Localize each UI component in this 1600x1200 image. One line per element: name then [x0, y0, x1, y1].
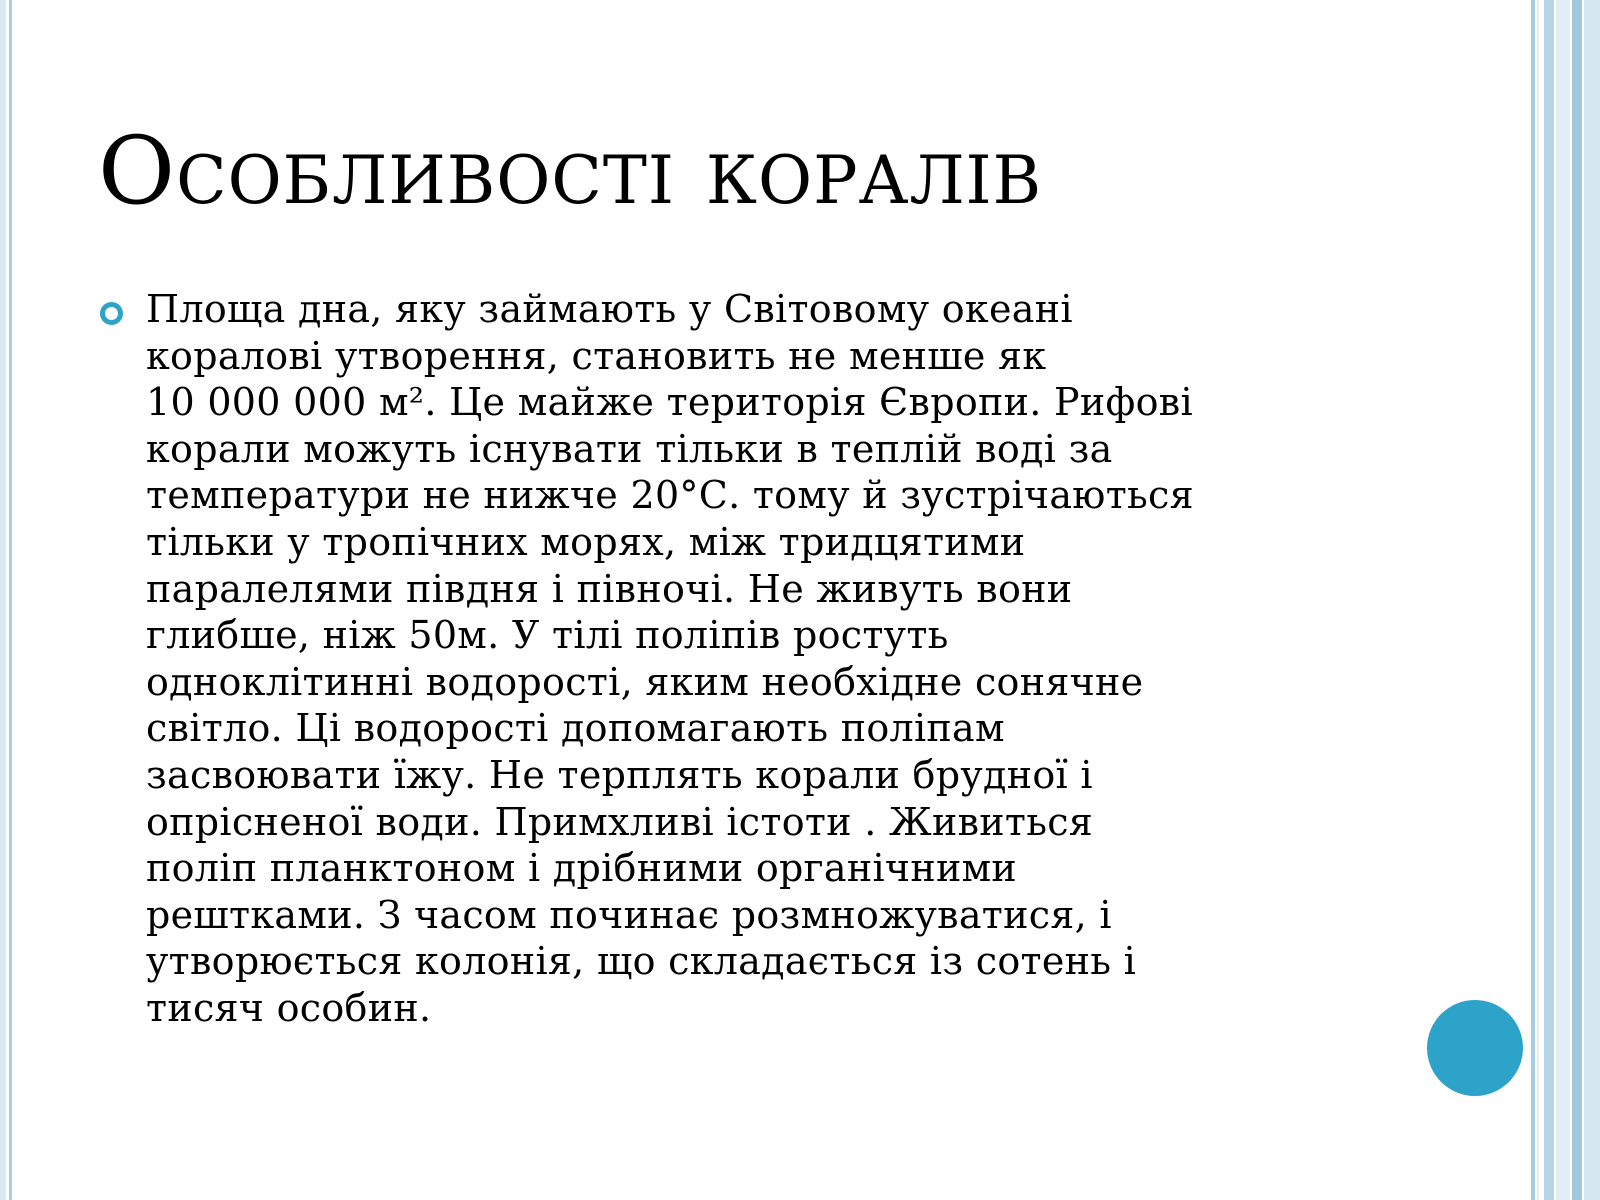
text-line: корали можуть існувати тільки в теплій воді за	[146, 426, 1113, 471]
bullet-text	[146, 286, 1356, 1032]
text-line: Площа дна, яку займають у Світовому океані	[146, 287, 1073, 331]
ring-bullet-icon	[100, 302, 123, 325]
text-line: світло. Ці водорості допомагають поліпам	[146, 706, 1005, 751]
text-line: паралелями півдня і півночі. Не живуть вони	[146, 566, 1073, 611]
text-line: 10 000 000 м². Це майже територія Європи. Рифові	[146, 380, 1193, 425]
right-border-stripe	[1572, 0, 1582, 1200]
text-line: коралові утворення, становить не менше як	[146, 333, 1047, 378]
text-line: температури не нижче 20°С. тому й зустрічаються	[146, 473, 1194, 518]
right-border-stripe	[1584, 0, 1600, 1200]
left-border-stripe	[0, 0, 6, 1200]
right-border-stripe	[1531, 0, 1535, 1200]
text-line: глибше, ніж 50м. У тілі поліпів ростуть	[146, 613, 949, 658]
text-line: одноклітинні водорості, яким необхідне сонячне	[146, 659, 1144, 704]
text-line: опрісненої води. Примхливі істоти . Живиться	[146, 799, 1094, 844]
text-line: засвоювати їжу. Не терплять корали брудної і	[146, 752, 1093, 797]
left-border-stripe	[9, 0, 12, 1200]
accent-circle-icon	[1427, 1000, 1523, 1096]
right-border-stripe	[1537, 0, 1539, 1200]
text-line: тільки у тропічних морях, між тридцятими	[146, 519, 1026, 564]
text-line: рештками. З часом починає розмножуватися, і	[146, 892, 1112, 937]
right-border-stripe	[1544, 0, 1554, 1200]
text-line: утворюється колонія, що складається із сотень і	[146, 939, 1137, 984]
text-line: поліп планктоном і дрібними органічними	[146, 846, 1018, 891]
text-line: тисяч особин.	[146, 985, 432, 1030]
right-border-stripe	[1556, 0, 1570, 1200]
slide-title: Особливості коралів	[98, 117, 1043, 226]
